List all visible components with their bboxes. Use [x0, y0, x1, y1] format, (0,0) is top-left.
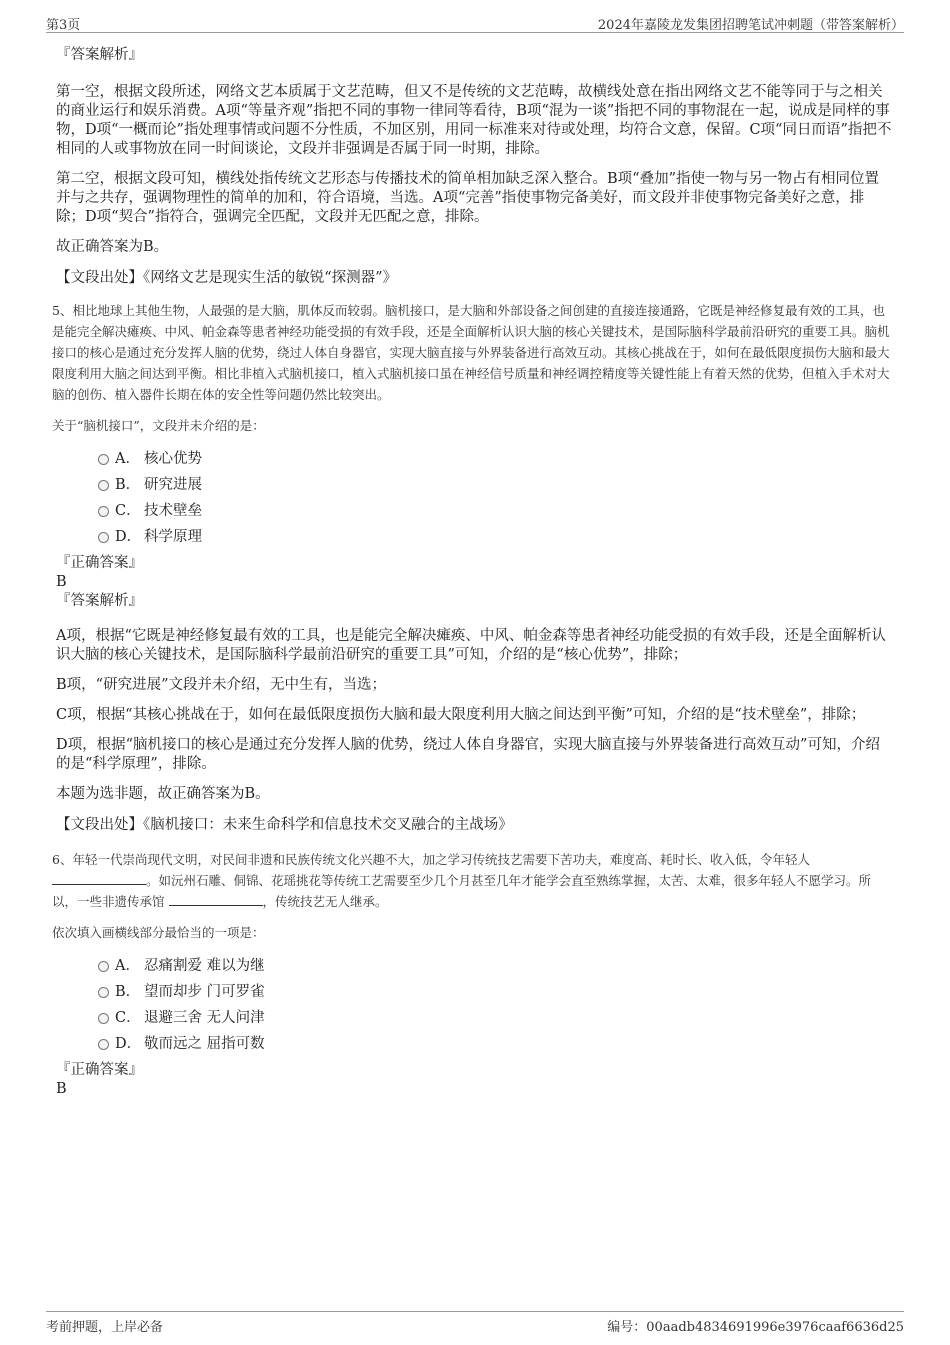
- option-list: [56, 953, 892, 1057]
- option-d[interactable]: [56, 524, 892, 550]
- correct-answer: B: [56, 1081, 67, 1097]
- page-header: [46, 12, 904, 33]
- option-text: 研究进展: [144, 477, 202, 493]
- radio-button[interactable]: [98, 1039, 109, 1050]
- stem-part: ，传统技艺无人继承。: [262, 894, 388, 909]
- option-text: 敬而远之 屈指可数: [144, 1036, 265, 1052]
- page-content: [52, 42, 892, 1099]
- option-letter: B．: [115, 984, 141, 1000]
- stem-part: 6、年轻一代崇尚现代文明，对民间非遗和民族传统文化兴趣不大，加之学习传统技艺需要下苦功夫，难度高、耗时长、收入低，令年轻人: [52, 852, 810, 867]
- source-citation: 【文段出处】《脑机接口：未来生命科学和信息技术交叉融合的主战场》: [56, 817, 513, 833]
- radio-button[interactable]: [98, 480, 109, 491]
- radio-button[interactable]: [98, 961, 109, 972]
- analysis-paragraph: D项，根据“脑机接口的核心是通过充分发挥人脑的优势，绕过人体自身器官，实现大脑直接与外界装备进行高效互动”可知，介绍的是“科学原理”，排除。: [56, 737, 880, 772]
- radio-button[interactable]: [98, 987, 109, 998]
- document-code: 编号：00aadb4834691996e3976caaf6636d25: [607, 1320, 904, 1335]
- radio-button[interactable]: [98, 454, 109, 465]
- radio-button[interactable]: [98, 532, 109, 543]
- analysis-paragraph: C项，根据“其核心挑战在于，如何在最低限度损伤大脑和最大限度利用大脑之间达到平衡”可知，介绍的是“技术壁垒”，排除；: [56, 707, 866, 723]
- option-letter: A．: [115, 958, 140, 974]
- option-b[interactable]: [56, 472, 892, 498]
- source-citation: 【文段出处】《网络文艺是现实生活的敏锐“探测器”》: [56, 270, 398, 286]
- option-text: 忍痛割爱 难以为继: [144, 958, 265, 974]
- option-list: [56, 446, 892, 550]
- analysis-paragraph: 第一空，根据文段所述，网络文艺本质属于文艺范畴，但又不是传统的文艺范畴，故横线处意在指出网络文艺不能等同于与之相关的商业运行和娱乐消费。A项“等量齐观”指把不同的事物一律同等看待，B项“混为一谈”指把不同的事物混在一起，说成是同样的事物，D项“一概而论”指处理事情或问题不分性质，不加区别，用同一标准来对待或处理，均符合文意，保留。C项“同日而语”指把不相同的人或事物放在同一时间谈论，文段并非强调是否属于同一时期，排除。: [56, 84, 892, 157]
- analysis-paragraph: B项，“研究进展”文段并未介绍，无中生有，当选；: [56, 677, 386, 693]
- option-letter: B．: [115, 477, 141, 493]
- option-a[interactable]: [56, 446, 892, 472]
- option-b[interactable]: [56, 979, 892, 1005]
- option-text: 望而却步 门可罗雀: [144, 984, 265, 1000]
- option-letter: C．: [115, 503, 141, 519]
- option-d[interactable]: [56, 1031, 892, 1057]
- option-text: 核心优势: [144, 451, 202, 467]
- correct-answer: B: [56, 574, 67, 590]
- document-title: 2024年嘉陵龙发集团招聘笔试冲刺题（带答案解析）: [597, 18, 904, 33]
- option-letter: C．: [115, 1010, 141, 1026]
- footer-slogan: 考前押题，上岸必备: [46, 1320, 164, 1335]
- option-letter: D．: [115, 1036, 142, 1052]
- analysis-paragraph: 第二空，根据文段可知，横线处指传统文艺形态与传播技术的简单相加缺乏深入整合。B项“叠加”指使一物与另一物占有相同位置并与之共存，强调物理性的简单的加和，符合语境，当选。A项“完善”指使事物完备美好，而文段并非使事物完备美好之意，排除；D项“契合”指符合，强调完全匹配，文段并无匹配之意，排除。: [56, 171, 879, 225]
- question-prompt: 依次填入画横线部分最恰当的一项是：: [52, 925, 265, 940]
- answer-conclusion: 本题为选非题，故正确答案为B。: [56, 786, 270, 802]
- analysis-paragraph: A项，根据“它既是神经修复最有效的工具，也是能完全解决瘫痪、中风、帕金森等患者神经功能受损的有效手段，还是全面解析认识大脑的核心关键技术，是国际脑科学最前沿研究的重要工具”可知，介绍的是“核心优势”，排除；: [56, 628, 886, 663]
- option-a[interactable]: [56, 953, 892, 979]
- option-text: 技术壁垒: [144, 503, 202, 519]
- question-stem: 5、相比地球上其他生物，人最强的是大脑，肌体反而较弱。脑机接口，是大脑和外部设备之间创建的直接连接通路，它既是神经修复最有效的工具，也是能完全解决瘫痪、中风、帕金森等患者神经功能受损的有效手段，还是全面解析认识大脑的核心关键技术，是国际脑科学最前沿研究的重要工具。脑机接口的核心是通过充分发挥人脑的优势，绕过人体自身器官，实现大脑直接与外界装备进行高效互动。其核心挑战在于，如何在最低限度损伤大脑和最大限度利用大脑之间达到平衡。相比非植入式脑机接口，植入式脑机接口虽在神经信号质量和神经调控精度等关键性能上有着天然的优势，但植入手术对大脑的创伤、植入器件长期在体的安全性等问题仍然比较突出。: [52, 303, 890, 402]
- radio-button[interactable]: [98, 506, 109, 517]
- stem-part: 。如沅州石雕、侗锦、花瑶挑花等传统工艺需要至少几个月甚至几年才能学会直至熟练掌握，太苦、太难，很多年轻人不愿学习。所以，一些非遗传承馆: [52, 873, 872, 909]
- answer-blank: [52, 872, 146, 885]
- option-c[interactable]: [56, 1005, 892, 1031]
- option-text: 退避三舍 无人问津: [144, 1010, 265, 1026]
- analysis-label: 『答案解析』: [56, 593, 143, 609]
- option-letter: A．: [115, 451, 140, 467]
- radio-button[interactable]: [98, 1013, 109, 1024]
- page-footer: [46, 1311, 904, 1335]
- option-c[interactable]: [56, 498, 892, 524]
- answer-blank: [169, 893, 263, 906]
- question-prompt: 关于“脑机接口”，文段并未介绍的是：: [52, 418, 265, 433]
- option-text: 科学原理: [144, 529, 202, 545]
- correct-answer-label: 『正确答案』: [56, 1062, 143, 1078]
- question-stem: [52, 849, 892, 912]
- page-number: 第3页: [46, 18, 81, 33]
- option-letter: D．: [115, 529, 142, 545]
- correct-answer-label: 『正确答案』: [56, 555, 143, 571]
- analysis-label: 『答案解析』: [56, 47, 143, 63]
- answer-conclusion: 故正确答案为B。: [56, 239, 169, 255]
